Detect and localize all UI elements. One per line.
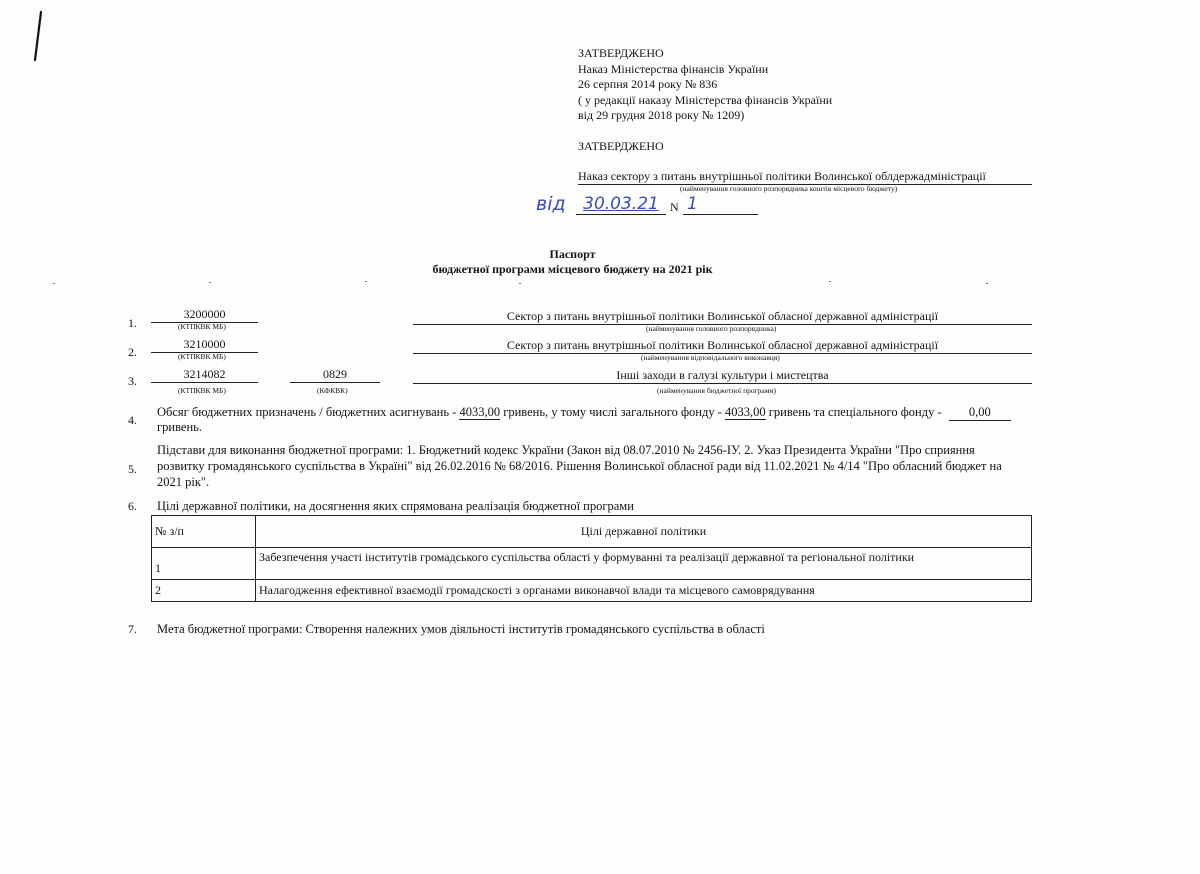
manager-name-field bbox=[413, 309, 1032, 325]
table-header-row bbox=[152, 516, 1032, 548]
scan-speck bbox=[829, 281, 831, 282]
item-number: 1. bbox=[128, 316, 137, 330]
program-purpose: Мета бюджетної програми: Створення належних умов діяльності інститутів громадянського суспільства в області bbox=[157, 622, 765, 636]
header-goal: Цілі державної політики bbox=[256, 516, 1032, 548]
table-row bbox=[152, 580, 1032, 602]
executor-name: Сектор з питань внутрішньої політики Волинської обласної державної адміністрації bbox=[506, 338, 939, 352]
handwritten-mark bbox=[28, 10, 48, 62]
budget-special-value: 0,00 bbox=[968, 405, 991, 419]
scan-speck bbox=[519, 283, 521, 284]
manager-name: Сектор з питань внутрішньої політики Волинської обласної державної адміністрації bbox=[506, 309, 939, 323]
number-label: N bbox=[670, 200, 679, 214]
approval-line: Наказ Міністерства фінансів України bbox=[578, 61, 769, 76]
kfkvk-code-value: 0829 bbox=[323, 367, 347, 381]
approval-order-line bbox=[578, 169, 1032, 185]
hand-number: 1 bbox=[687, 194, 698, 214]
number-field bbox=[683, 194, 758, 215]
approval-order-caption: (найменування головного розпорядника коштів місцевого бюджету) bbox=[680, 184, 898, 193]
scan-speck bbox=[365, 281, 367, 282]
approval-line: 26 серпня 2014 року № 836 bbox=[578, 77, 718, 91]
ktpkvk-caption: (КТПКВК МБ) bbox=[178, 322, 226, 331]
budget-general-value: 4033,00 bbox=[725, 405, 766, 419]
item-number: 7. bbox=[128, 622, 137, 636]
budget-special-field bbox=[949, 405, 1011, 421]
executor-name-field bbox=[413, 338, 1032, 354]
item-number: 3. bbox=[128, 374, 137, 388]
approval-order-text: Наказ сектору з питань внутрішньої політики Волинської облдержадміністрації bbox=[578, 169, 986, 183]
page-title: Паспорт bbox=[549, 247, 596, 261]
item-number: 4. bbox=[128, 413, 137, 427]
kfkvk-caption: (КФКВК) bbox=[317, 386, 348, 395]
grounds-line: 2021 рік". bbox=[157, 475, 210, 489]
header-num: № з/п bbox=[152, 516, 256, 548]
approval-heading: ЗАТВЕРДЖЕНО bbox=[578, 46, 664, 60]
ktpkvk-code bbox=[151, 337, 258, 353]
row-num: 2 bbox=[152, 580, 256, 602]
approval-line: від 29 грудня 2018 року № 1209) bbox=[578, 108, 745, 122]
item-number: 5. bbox=[128, 462, 137, 476]
row-goal: Налагодження ефективної взаємодії громадскості з органами виконавчої влади та місцевого самоврядування bbox=[256, 580, 1032, 602]
grounds-line: розвитку громадянського суспільства в Україні" від 26.02.2016 № 68/2016. Рішення Волинської обласної ради від 11.02.2021 № 4/14 "Про обласний бюджет на bbox=[157, 459, 1002, 473]
ktpkvk-code bbox=[151, 307, 258, 323]
program-name: Інші заходи в галузі культури і мистецтва bbox=[616, 368, 829, 382]
manager-caption: (найменування головного розпорядника) bbox=[646, 324, 777, 333]
policy-goals-heading: Цілі державної політики, на досягнення яких спрямована реалізація бюджетної програми bbox=[157, 499, 634, 513]
ktpkvk-code-value: 3200000 bbox=[183, 307, 226, 321]
date-field bbox=[576, 194, 666, 215]
approval-line: ( у редакції наказу Міністерства фінансів України bbox=[578, 92, 833, 107]
budget-volume-text: Обсяг бюджетних призначень / бюджетних асигнувань - bbox=[157, 405, 460, 419]
scan-speck bbox=[986, 283, 988, 284]
grounds-line: Підстави для виконання бюджетної програми: 1. Бюджетний кодекс України (Закон від 08.07.2010 № 2456-ІУ. 2. Указ Президента України "Про сприяння bbox=[157, 443, 975, 457]
program-caption: (найменування бюджетної програми) bbox=[657, 386, 777, 395]
ktpkvk-code-value: 3210000 bbox=[183, 337, 226, 351]
approval-block-ministry bbox=[578, 46, 832, 124]
budget-volume-line2: гривень. bbox=[157, 420, 202, 434]
row-goal: Забезпечення участі інститутів громадського суспільства області у формуванні та реалізації державної та регіональної політики bbox=[256, 548, 1032, 580]
ktpkvk-code-value: 3214082 bbox=[183, 367, 226, 381]
ktpkvk-code bbox=[151, 367, 258, 383]
table-row bbox=[152, 548, 1032, 580]
kfkvk-code bbox=[290, 367, 380, 383]
executor-caption: (найменування відповідального виконавця) bbox=[641, 353, 780, 362]
row-num: 1 bbox=[152, 548, 256, 580]
budget-general-text: гривень, у тому числі загального фонду - bbox=[500, 405, 726, 419]
ktpkvk-caption: (КТПКВК МБ) bbox=[178, 386, 226, 395]
scan-speck bbox=[209, 282, 211, 283]
hand-date: 30.03.21 bbox=[583, 194, 659, 214]
budget-total-value: 4033,00 bbox=[459, 405, 501, 419]
item-number: 6. bbox=[128, 499, 137, 513]
scan-speck bbox=[53, 283, 55, 284]
approval-heading-sector: ЗАТВЕРДЖЕНО bbox=[578, 139, 664, 153]
program-name-field bbox=[413, 368, 1032, 384]
policy-goals-table bbox=[151, 515, 1032, 602]
item-number: 2. bbox=[128, 345, 137, 359]
budget-special-text: гривень та спеціального фонду - bbox=[765, 405, 945, 419]
hand-from: від bbox=[536, 193, 566, 215]
budget-volume-line bbox=[157, 405, 1011, 421]
page-subtitle: бюджетної програми місцевого бюджету на 2021 рік bbox=[432, 262, 713, 276]
ktpkvk-caption: (КТПКВК МБ) bbox=[178, 352, 226, 361]
